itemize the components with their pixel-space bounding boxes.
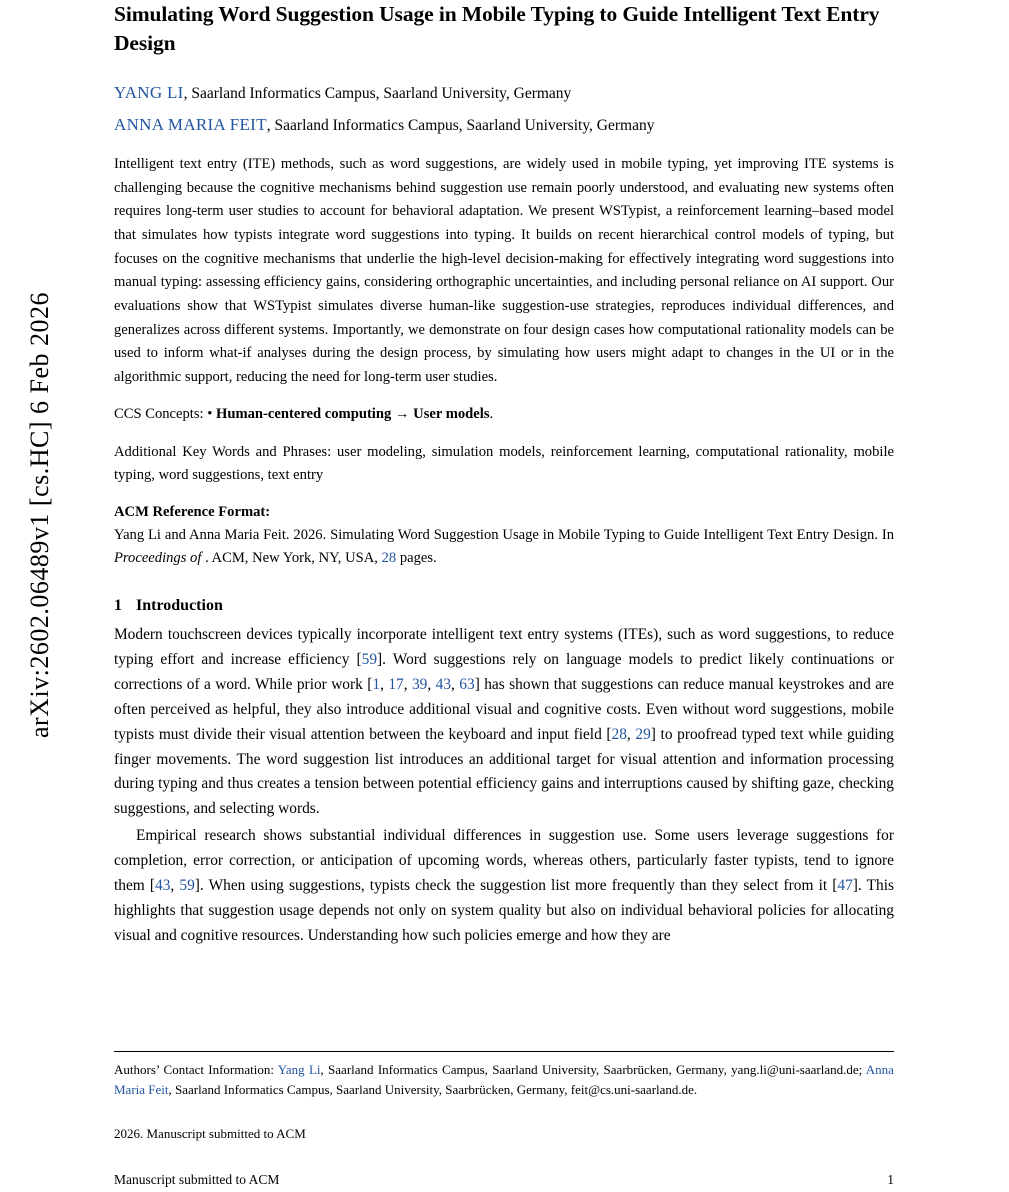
footnote-label: Authors’ Contact Information: [114,1062,278,1077]
author-entry [114,80,894,106]
keywords-text: user modeling, simulation models, reinforcement learning, computational rationality, mobile typing, word suggestions, text entry [114,443,894,484]
citation-link[interactable]: 39 [411,675,428,693]
par2-text-c: ]. This highlights that suggestion usage depends not only on system quality but also on individual behavioral policies for allocating visual and cognitive resources. Understanding how such policies emerge and how they are [114,877,894,945]
citation-link[interactable]: 63 [459,675,475,693]
ccs-arrow: → [391,406,414,423]
author-affiliation: , Saarland Informatics Campus, Saarland University, Germany [183,85,572,103]
page-footer [114,1172,894,1188]
section-heading-introduction [114,597,894,615]
footnote-divider [114,1051,894,1052]
citation-link[interactable]: 17 [388,675,404,693]
section-title: Introduction [136,596,223,614]
par1-text-b: ]. Word suggestions rely on language models to predict likely continuations or corrections of a word. While prior work [ [114,650,895,693]
citation-link[interactable]: 29 [635,725,651,743]
author-affiliation: , Saarland Informatics Campus, Saarland University, Germany [266,116,655,134]
paper-page [114,0,894,1192]
keywords-block [114,441,894,488]
ref-part-1: Yang Li and Anna Maria Feit. 2026. Simulating Word Suggestion Usage in Mobile Typing to Guide Intelligent Text Entry Design. In [114,527,894,544]
author-list [114,80,894,137]
ref-pages-link[interactable]: 28 [381,550,397,567]
page-number: 1 [887,1172,894,1187]
paragraph-intro-1: Modern touchscreen devices typically incorporate intelligent text entry systems (ITEs), such as word suggestions, to reduce typing effort and increase efficiency [59]. Word suggestions rely on language models to predict likely continuations or corrections of a word. While prior work [1, 17, 39, 43, 63] has shown that suggestions can reduce manual keystrokes and are often perceived as helpful, they also introduce additional visual and cognitive costs. Even without word suggestions, mobile typists must divide their visual attention between the keyboard and input field [28, 29] to proofread typed text while guiding finger movements. The word suggestion list introduces an additional target for visual attention and information processing during typing and thus creates a tension between potential efficiency gains and interruptions caused by shifting gaze, checking suggestions, and selecting words. [114,625,895,818]
citation-link[interactable]: 1 [372,675,381,693]
citation-link[interactable]: 59 [361,650,378,668]
footnote-author2-link[interactable]: Anna Maria Feit [114,1062,894,1098]
abstract-text: Intelligent text entry (ITE) methods, such as word suggestions, are widely used in mobile typing, yet improving ITE systems is challenging because the cognitive mechanisms behind suggestion use remain poorly understood, and evaluating new systems often requires long-term user studies to account for behavioral adaptation. We present WSTypist, a reinforcement learning–based model that simulates how typists integrate word suggestions into typing. It builds on recent hierarchical control models of typing, but focuses on the cognitive mechanisms that underlie the high-level decision-making for effectively integrating word suggestions into manual typing: assessing efficiency gains, considering orthographic uncertainties, and including personal reliance on AI support. Our evaluations show that WSTypist simulates diverse human-like suggestion-use strategies, reproduces individual differences, and generalizes across different systems. Importantly, we demonstrate on four design cases how computational rationality models can be used to inform what-if analyses during the design process, by simulating how users might adapt to changes in the UI or in the algorithmic support, reducing the need for long-term user studies. [114,156,894,385]
ccs-suffix: . [489,406,494,423]
author-contact-footnote [114,1060,894,1100]
ref-part-3: pages. [396,550,437,567]
citation-link[interactable]: 43 [155,877,171,895]
par2-text-a: Empirical research shows substantial individual differences in suggestion use. Some users leverage suggestions for completion, error correction, or anticipation of upcoming words, whereas others, particularly faster typists, tend to ignore them [ [114,827,894,895]
ccs-term-2: User models [413,406,490,423]
citation-link[interactable]: 59 [179,877,195,895]
ccs-prefix: CCS Concepts: • [114,406,217,423]
arxiv-stamp: arXiv:2602.06489v1 [cs.HC] 6 Feb 2026 [25,292,54,739]
paragraph-intro-2: Empirical research shows substantial individual differences in suggestion use. Some users leverage suggestions for completion, error correction, or anticipation of upcoming words, whereas others, particularly faster typists, tend to ignore them [43, 59]. When using suggestions, typists check the suggestion list more frequently than they select from it [47]. This highlights that suggestion usage depends not only on system quality but also on individual behavioral policies for allocating visual and cognitive resources. Understanding how such policies emerge and how they are [114,827,894,945]
par1-text-d: ] to proofread typed text while guiding finger movements. The word suggestion list introduces an additional target for visual attention and information processing during typing and thus creates a tension between potential efficiency gains and interruptions caused by shifting gaze, checking suggestions, and selecting words. [114,725,894,818]
citation-link[interactable]: 47 [837,877,853,895]
keywords-label: Additional Key Words and Phrases: [114,443,337,460]
ccs-concepts [114,403,894,426]
par2-text-b: ]. When using suggestions, typists check the suggestion list more frequently than they select from it [ [194,877,838,895]
footer-left-text: Manuscript submitted to ACM [114,1172,280,1187]
acm-reference-format-text [114,524,894,571]
author-name: ANNA MARIA FEIT [114,114,267,134]
author-entry [114,112,894,138]
par1-text-c: ] has shown that suggestions can reduce manual keystrokes and are often perceived as helpful, they also introduce additional visual and cognitive costs. Even without word suggestions, mobile typists must divide their visual attention between the keyboard and input field [ [114,675,895,743]
citation-link[interactable]: 28 [611,725,627,743]
footnote-author1-link[interactable]: Yang Li [277,1062,321,1077]
ccs-term-1: Human-centered computing [216,406,392,423]
copyright-line: 2026. Manuscript submitted to ACM [114,1126,306,1141]
citation-link[interactable]: 43 [435,675,452,693]
acm-reference-format-heading: ACM Reference Format: [114,504,271,521]
ref-part-2: . ACM, New York, NY, USA, [205,550,382,567]
footnote-author2-text: , Saarland Informatics Campus, Saarland University, Saarbrücken, Germany, feit@cs.uni-saarland.de. [168,1082,698,1098]
footnote-author1-text: , Saarland Informatics Campus, Saarland University, Saarbrücken, Germany, yang.li@uni-saarland.de; [320,1062,866,1077]
par1-text-a: Modern touchscreen devices typically incorporate intelligent text entry systems (ITEs), such as word suggestions, to reduce typing effort and increase efficiency [ [114,625,894,668]
author-name: YANG LI [114,83,184,103]
page-title: Simulating Word Suggestion Usage in Mobile Typing to Guide Intelligent Text Entry Design [114,2,880,56]
section-number: 1 [114,596,122,614]
ref-proceedings: Proceedings of [114,550,206,567]
